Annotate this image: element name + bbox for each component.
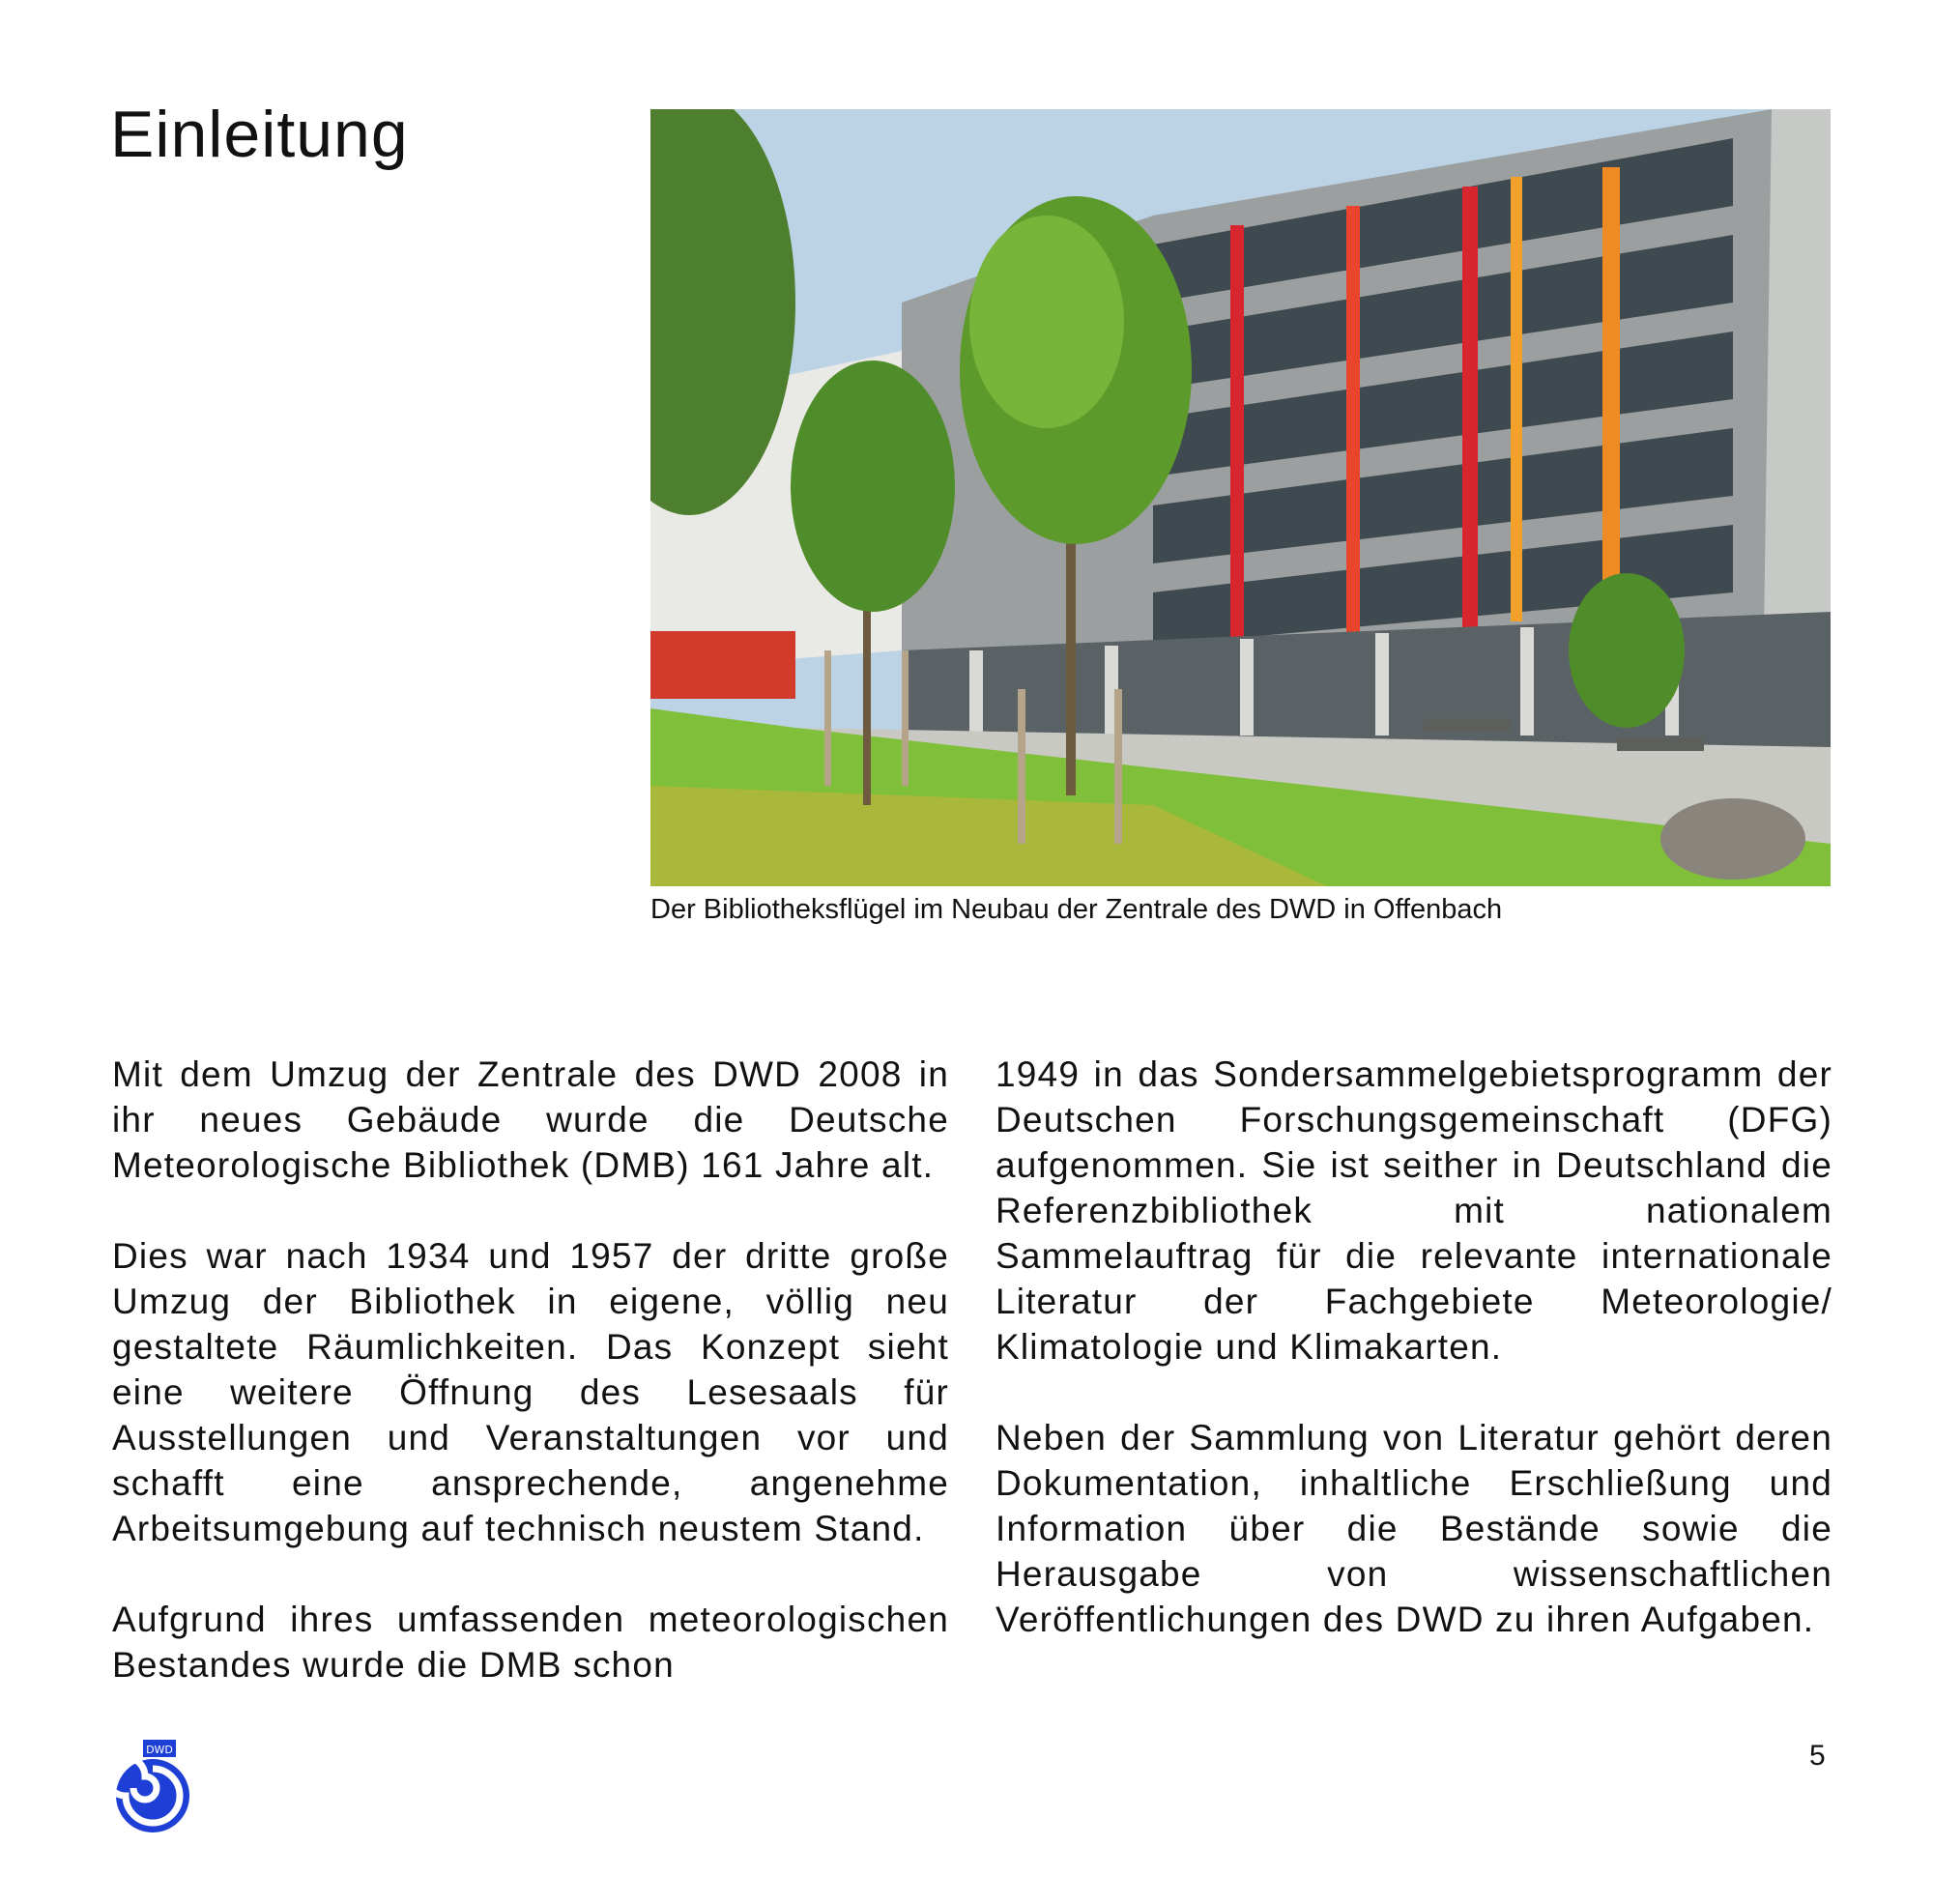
paragraph: Mit dem Umzug der Zentrale des DWD 2008 in ihr neues Gebäude wurde die Deutsche Meteorologische Bibliothek (DMB) 161 Jahre alt. xyxy=(112,1054,949,1185)
paragraph: Dies war nach 1934 und 1957 der dritte große Umzug der Bibliothek in eigene, völlig neu gestaltete Räumlichkeiten. Das Konzept sieht eine weitere Öffnung des Lesesaals für Ausstellungen und Veranstaltungen vor und schafft eine ansprechende, angenehme Arbeitsumgebung auf technisch neustem Stand. xyxy=(112,1236,949,1548)
page-number: 5 xyxy=(1809,1740,1826,1772)
paragraph: Neben der Sammlung von Literatur gehört deren Dokumentation, inhaltliche Erschließung und Information über die Bestände sowie die Herausgabe von wissenschaftlichen Veröffentlichungen des DWD zu ihren Aufgaben. xyxy=(995,1418,1832,1639)
building-photo xyxy=(650,109,1831,886)
text-column-left xyxy=(112,1052,949,1733)
text-column-right xyxy=(995,1052,1832,1688)
paragraph: Aufgrund ihres umfassenden meteorologischen Bestandes wurde die DMB schon xyxy=(112,1600,949,1685)
page-title: Einleitung xyxy=(110,98,409,171)
dwd-logo xyxy=(114,1740,191,1839)
paragraph: 1949 in das Sondersammelgebietsprogramm der Deutschen Forschungsgemeinschaft (DFG) aufgenommen. Sie ist seither in Deutschland die Referenzbibliothek mit nationalem Sammelauftrag für die relevante internationale Literatur der Fachgebiete Meteorologie/ Klimatologie und Klimakarten. xyxy=(995,1054,1832,1367)
logo-text: DWD xyxy=(146,1744,173,1756)
photo-caption: Der Bibliotheksflügel im Neubau der Zentrale des DWD in Offenbach xyxy=(650,894,1503,925)
